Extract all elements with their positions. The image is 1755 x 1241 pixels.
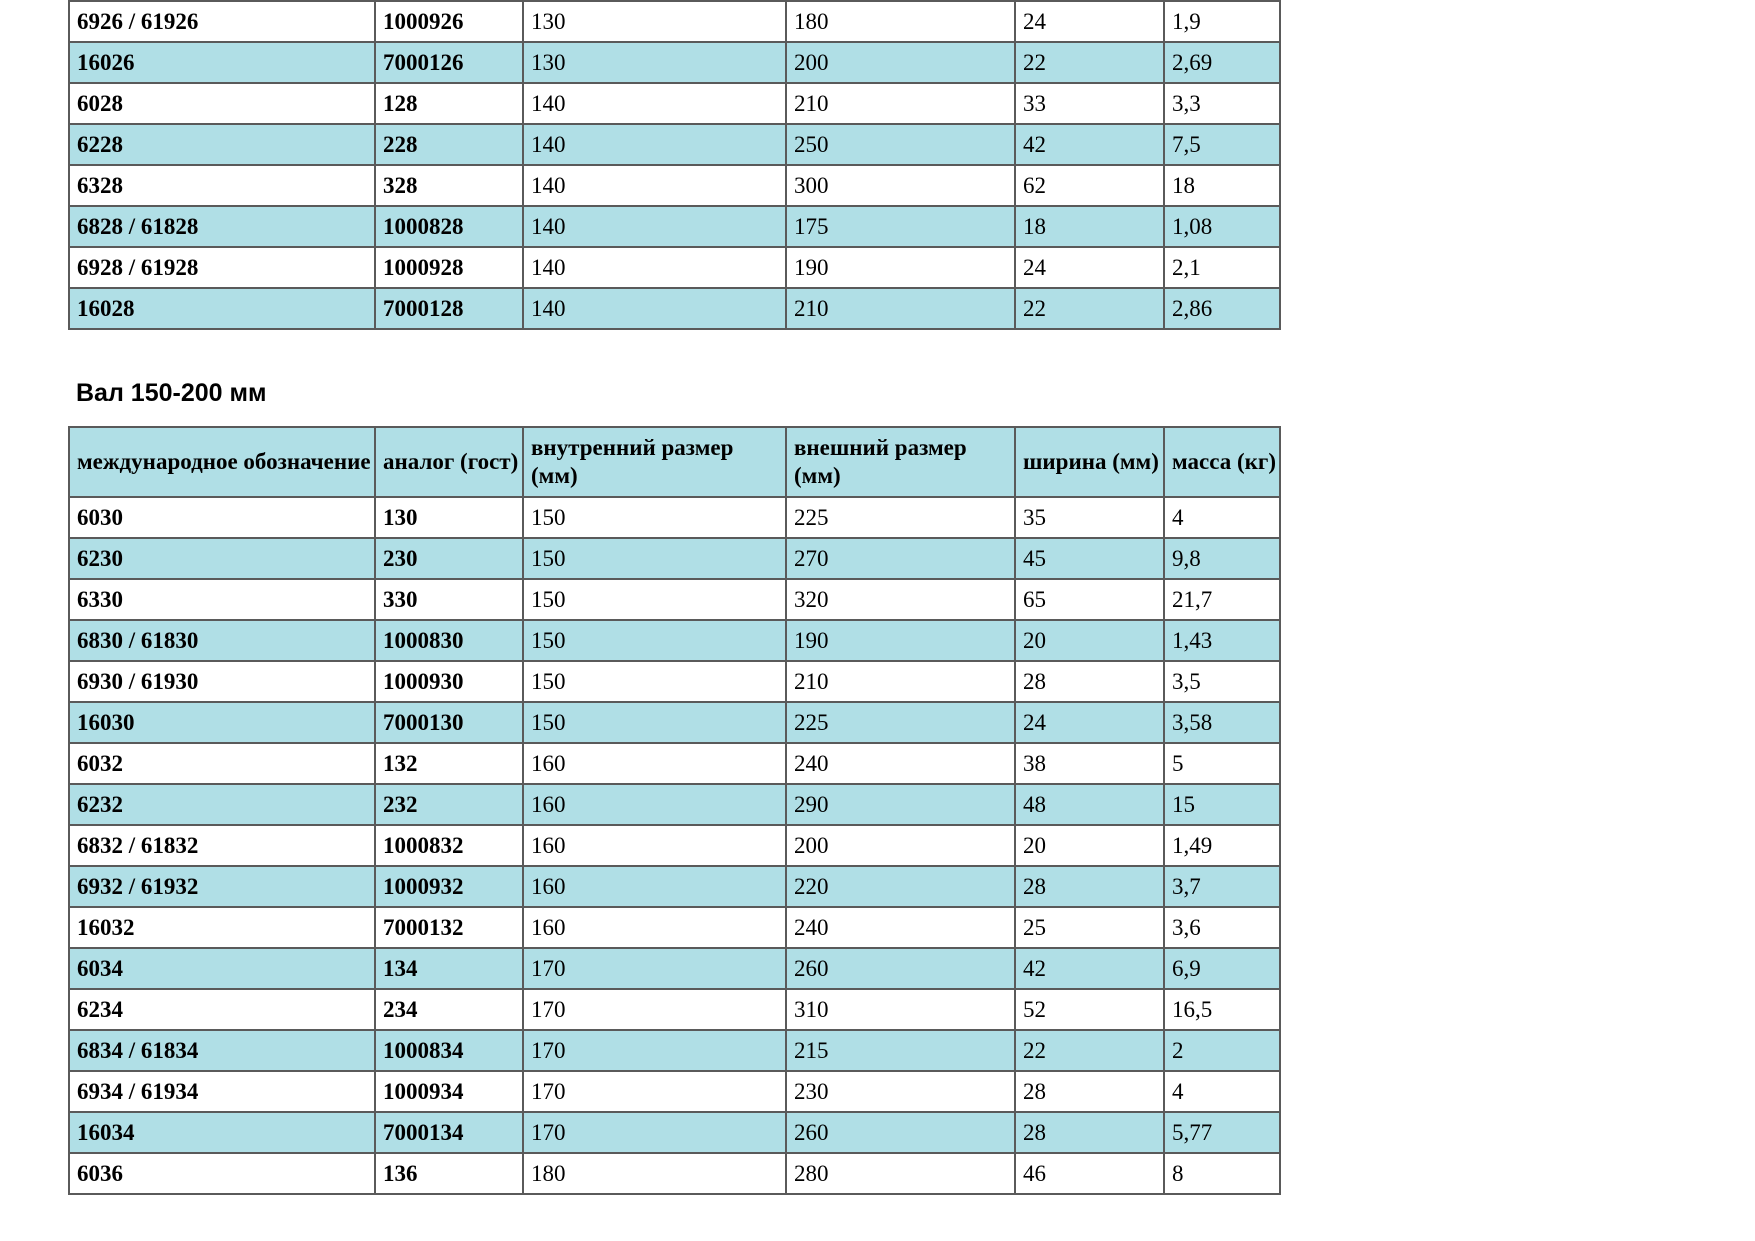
- table-row: [69, 989, 1280, 1030]
- cell-outer-size: 220: [786, 866, 1015, 907]
- table-row: [69, 1030, 1280, 1071]
- table-row: [69, 247, 1280, 288]
- cell-gost-analog: 7000130: [375, 702, 523, 743]
- cell-gost-analog: 234: [375, 989, 523, 1030]
- cell-width: 24: [1015, 702, 1164, 743]
- cell-designation: 6330: [69, 579, 375, 620]
- cell-designation: 6834 / 61834: [69, 1030, 375, 1071]
- cell-gost-analog: 7000134: [375, 1112, 523, 1153]
- cell-mass: 3,58: [1164, 702, 1280, 743]
- cell-inner-size: 150: [523, 702, 786, 743]
- cell-inner-size: 140: [523, 165, 786, 206]
- cell-gost-analog: 128: [375, 83, 523, 124]
- table-row: [69, 83, 1280, 124]
- cell-gost-analog: 228: [375, 124, 523, 165]
- cell-gost-analog: 136: [375, 1153, 523, 1194]
- cell-inner-size: 160: [523, 784, 786, 825]
- cell-outer-size: 250: [786, 124, 1015, 165]
- header-width: ширина (мм): [1015, 427, 1164, 497]
- cell-inner-size: 170: [523, 1112, 786, 1153]
- cell-mass: 1,49: [1164, 825, 1280, 866]
- cell-mass: 9,8: [1164, 538, 1280, 579]
- header-outer-size: внешний размер (мм): [786, 427, 1015, 497]
- cell-mass: 5,77: [1164, 1112, 1280, 1153]
- table-row: [69, 825, 1280, 866]
- cell-outer-size: 260: [786, 1112, 1015, 1153]
- cell-outer-size: 270: [786, 538, 1015, 579]
- cell-width: 46: [1015, 1153, 1164, 1194]
- section-title: Вал 150-200 мм: [76, 379, 267, 407]
- table-row: [69, 497, 1280, 538]
- cell-designation: 6228: [69, 124, 375, 165]
- cell-gost-analog: 1000832: [375, 825, 523, 866]
- table-row: [69, 948, 1280, 989]
- cell-mass: 6,9: [1164, 948, 1280, 989]
- table-row: [69, 743, 1280, 784]
- cell-outer-size: 200: [786, 825, 1015, 866]
- header-mass: масса (кг): [1164, 427, 1280, 497]
- cell-gost-analog: 134: [375, 948, 523, 989]
- cell-width: 24: [1015, 1, 1164, 42]
- header-row: [69, 427, 1280, 497]
- cell-designation: 16026: [69, 42, 375, 83]
- cell-width: 33: [1015, 83, 1164, 124]
- cell-inner-size: 170: [523, 1071, 786, 1112]
- header-inner-size: внутренний размер (мм): [523, 427, 786, 497]
- cell-outer-size: 260: [786, 948, 1015, 989]
- bearing-table-top: [68, 0, 1281, 330]
- cell-width: 25: [1015, 907, 1164, 948]
- cell-width: 45: [1015, 538, 1164, 579]
- cell-gost-analog: 230: [375, 538, 523, 579]
- table-top-body: [69, 1, 1280, 329]
- cell-mass: 5: [1164, 743, 1280, 784]
- cell-designation: 6030: [69, 497, 375, 538]
- cell-designation: 6328: [69, 165, 375, 206]
- cell-gost-analog: 1000932: [375, 866, 523, 907]
- cell-width: 38: [1015, 743, 1164, 784]
- header-designation: международное обозначение: [69, 427, 375, 497]
- cell-inner-size: 150: [523, 579, 786, 620]
- cell-mass: 1,43: [1164, 620, 1280, 661]
- table-row: [69, 124, 1280, 165]
- cell-outer-size: 225: [786, 497, 1015, 538]
- cell-mass: 15: [1164, 784, 1280, 825]
- cell-gost-analog: 7000128: [375, 288, 523, 329]
- cell-inner-size: 140: [523, 83, 786, 124]
- cell-designation: 6828 / 61828: [69, 206, 375, 247]
- cell-outer-size: 225: [786, 702, 1015, 743]
- table-row: [69, 288, 1280, 329]
- cell-outer-size: 300: [786, 165, 1015, 206]
- cell-outer-size: 280: [786, 1153, 1015, 1194]
- table-header: [69, 427, 1280, 497]
- cell-inner-size: 160: [523, 907, 786, 948]
- table-row: [69, 1, 1280, 42]
- header-gost-analog: аналог (гост): [375, 427, 523, 497]
- cell-mass: 3,3: [1164, 83, 1280, 124]
- cell-gost-analog: 1000830: [375, 620, 523, 661]
- table-row: [69, 784, 1280, 825]
- cell-mass: 8: [1164, 1153, 1280, 1194]
- cell-outer-size: 190: [786, 620, 1015, 661]
- cell-width: 28: [1015, 661, 1164, 702]
- cell-mass: 4: [1164, 1071, 1280, 1112]
- cell-designation: 6036: [69, 1153, 375, 1194]
- table-row: [69, 1153, 1280, 1194]
- cell-inner-size: 140: [523, 124, 786, 165]
- cell-designation: 6032: [69, 743, 375, 784]
- table-bottom-body: [69, 497, 1280, 1194]
- cell-width: 65: [1015, 579, 1164, 620]
- cell-outer-size: 240: [786, 743, 1015, 784]
- cell-outer-size: 190: [786, 247, 1015, 288]
- cell-width: 24: [1015, 247, 1164, 288]
- cell-width: 22: [1015, 42, 1164, 83]
- cell-width: 20: [1015, 620, 1164, 661]
- cell-designation: 16028: [69, 288, 375, 329]
- table-row: [69, 661, 1280, 702]
- cell-inner-size: 160: [523, 743, 786, 784]
- cell-designation: 16030: [69, 702, 375, 743]
- table-row: [69, 538, 1280, 579]
- cell-gost-analog: 232: [375, 784, 523, 825]
- cell-outer-size: 310: [786, 989, 1015, 1030]
- cell-mass: 2,86: [1164, 288, 1280, 329]
- table-row: [69, 206, 1280, 247]
- table-row: [69, 579, 1280, 620]
- cell-outer-size: 290: [786, 784, 1015, 825]
- cell-outer-size: 230: [786, 1071, 1015, 1112]
- cell-outer-size: 200: [786, 42, 1015, 83]
- cell-mass: 2,69: [1164, 42, 1280, 83]
- cell-width: 18: [1015, 206, 1164, 247]
- cell-designation: 6926 / 61926: [69, 1, 375, 42]
- cell-outer-size: 320: [786, 579, 1015, 620]
- cell-outer-size: 210: [786, 288, 1015, 329]
- cell-designation: 6230: [69, 538, 375, 579]
- cell-outer-size: 215: [786, 1030, 1015, 1071]
- cell-outer-size: 210: [786, 83, 1015, 124]
- table-row: [69, 42, 1280, 83]
- cell-inner-size: 170: [523, 989, 786, 1030]
- cell-width: 62: [1015, 165, 1164, 206]
- cell-inner-size: 150: [523, 497, 786, 538]
- cell-inner-size: 150: [523, 661, 786, 702]
- cell-mass: 3,6: [1164, 907, 1280, 948]
- cell-inner-size: 170: [523, 1030, 786, 1071]
- cell-width: 28: [1015, 866, 1164, 907]
- cell-mass: 4: [1164, 497, 1280, 538]
- cell-width: 42: [1015, 948, 1164, 989]
- cell-mass: 3,5: [1164, 661, 1280, 702]
- cell-gost-analog: 1000926: [375, 1, 523, 42]
- table-row: [69, 907, 1280, 948]
- cell-width: 35: [1015, 497, 1164, 538]
- cell-designation: 16032: [69, 907, 375, 948]
- cell-inner-size: 150: [523, 620, 786, 661]
- cell-designation: 6832 / 61832: [69, 825, 375, 866]
- cell-gost-analog: 7000132: [375, 907, 523, 948]
- cell-width: 52: [1015, 989, 1164, 1030]
- cell-gost-analog: 130: [375, 497, 523, 538]
- cell-width: 42: [1015, 124, 1164, 165]
- cell-gost-analog: 7000126: [375, 42, 523, 83]
- cell-gost-analog: 1000834: [375, 1030, 523, 1071]
- cell-gost-analog: 330: [375, 579, 523, 620]
- table-row: [69, 866, 1280, 907]
- cell-outer-size: 175: [786, 206, 1015, 247]
- table-row: [69, 1112, 1280, 1153]
- cell-mass: 1,08: [1164, 206, 1280, 247]
- cell-designation: 6928 / 61928: [69, 247, 375, 288]
- cell-mass: 2: [1164, 1030, 1280, 1071]
- cell-mass: 7,5: [1164, 124, 1280, 165]
- table-row: [69, 1071, 1280, 1112]
- cell-width: 28: [1015, 1071, 1164, 1112]
- cell-designation: 6034: [69, 948, 375, 989]
- cell-inner-size: 160: [523, 866, 786, 907]
- cell-designation: 6932 / 61932: [69, 866, 375, 907]
- cell-designation: 6830 / 61830: [69, 620, 375, 661]
- cell-inner-size: 140: [523, 288, 786, 329]
- cell-mass: 1,9: [1164, 1, 1280, 42]
- cell-inner-size: 130: [523, 1, 786, 42]
- cell-inner-size: 180: [523, 1153, 786, 1194]
- table-row: [69, 165, 1280, 206]
- cell-gost-analog: 1000928: [375, 247, 523, 288]
- cell-inner-size: 130: [523, 42, 786, 83]
- cell-gost-analog: 132: [375, 743, 523, 784]
- cell-inner-size: 160: [523, 825, 786, 866]
- cell-inner-size: 170: [523, 948, 786, 989]
- cell-mass: 3,7: [1164, 866, 1280, 907]
- cell-outer-size: 210: [786, 661, 1015, 702]
- cell-width: 22: [1015, 288, 1164, 329]
- cell-width: 28: [1015, 1112, 1164, 1153]
- cell-designation: 6232: [69, 784, 375, 825]
- cell-designation: 6934 / 61934: [69, 1071, 375, 1112]
- cell-designation: 6234: [69, 989, 375, 1030]
- cell-mass: 18: [1164, 165, 1280, 206]
- cell-gost-analog: 1000828: [375, 206, 523, 247]
- cell-designation: 16034: [69, 1112, 375, 1153]
- cell-inner-size: 150: [523, 538, 786, 579]
- cell-outer-size: 240: [786, 907, 1015, 948]
- cell-inner-size: 140: [523, 247, 786, 288]
- cell-gost-analog: 1000934: [375, 1071, 523, 1112]
- cell-gost-analog: 1000930: [375, 661, 523, 702]
- cell-width: 20: [1015, 825, 1164, 866]
- table-row: [69, 702, 1280, 743]
- cell-width: 48: [1015, 784, 1164, 825]
- cell-outer-size: 180: [786, 1, 1015, 42]
- cell-inner-size: 140: [523, 206, 786, 247]
- cell-mass: 2,1: [1164, 247, 1280, 288]
- cell-mass: 16,5: [1164, 989, 1280, 1030]
- cell-gost-analog: 328: [375, 165, 523, 206]
- cell-mass: 21,7: [1164, 579, 1280, 620]
- bearing-table-150-200: [68, 426, 1281, 1195]
- cell-designation: 6028: [69, 83, 375, 124]
- cell-designation: 6930 / 61930: [69, 661, 375, 702]
- table-row: [69, 620, 1280, 661]
- cell-width: 22: [1015, 1030, 1164, 1071]
